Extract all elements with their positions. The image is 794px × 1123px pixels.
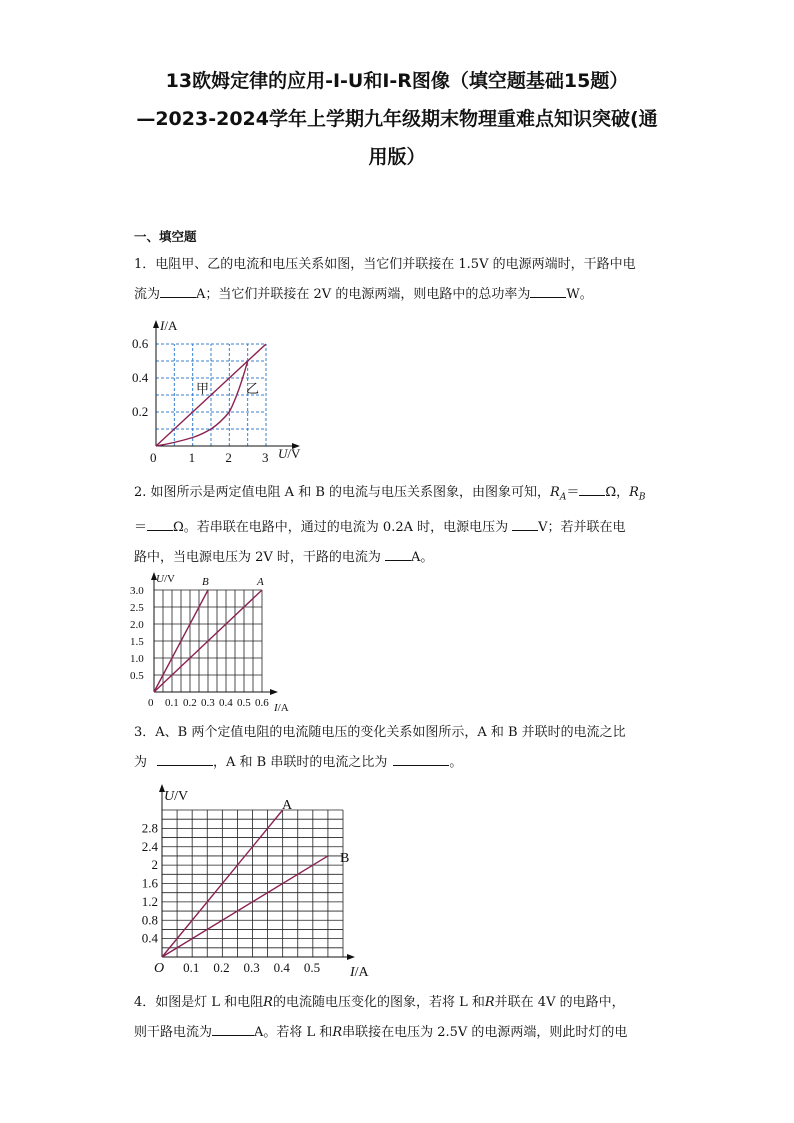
chart-1-y-axis-label [159,318,178,333]
chart-2-x-axis-label [273,702,289,712]
q2-line-2 [134,513,662,543]
ra-symbol: R [550,485,560,500]
q2-text: A。 [410,549,434,565]
q2-text: 2. 如图所示是两定值电阻 A 和 B 的电流与电压关系图象，由图象可知， [134,485,551,500]
y-symbol: I [160,318,165,333]
ra-subscript: A [559,492,567,503]
y-unit: /A [164,318,178,333]
x-tick-label: 0.5 [303,960,321,975]
q1-text: 流为 [134,287,161,302]
x-tick-label: 0.3 [201,697,215,709]
x-tick-label: 0.1 [183,960,200,975]
q1-blank-1[interactable] [160,283,196,298]
chart-2-ui-graph [126,572,306,712]
q4-text: 并联在 4V 的电路中， [494,995,625,1010]
q2-blank-current[interactable] [385,546,411,561]
chart-3-y-axis-label [164,789,188,804]
question-3 [134,718,662,778]
y-symbol: U [156,573,164,585]
q1-text: W。 [566,287,593,302]
q4-line-2 [134,1018,662,1048]
title-line-2: —2023-2024学年上学期九年级期末物理重难点知识突破(通 [136,108,658,130]
q4-text: 串联接在电压为 2.5V 的电源两端，则此时灯的电 [342,1025,628,1040]
x-tick-label: 0.2 [213,960,230,975]
q2-blank-voltage[interactable] [512,516,538,531]
x-tick-label: 0.6 [255,697,269,709]
chart-1-series-label-jia: 甲 [196,381,210,396]
chart-1-x-axis-label [278,446,301,461]
chart-3-line-label-b: B [340,851,350,866]
x-unit: /A [354,965,369,980]
question-2 [134,478,662,573]
document-title [60,62,734,176]
r-symbol: R [332,1025,343,1040]
y-tick-label: 0.4 [141,930,158,946]
y-tick-label: 0.6 [132,336,149,351]
chart-2-y-axis-label [156,573,175,585]
chart-1-series-label-yi: 乙 [246,381,260,396]
y-unit: /V [174,789,189,804]
q2-text: V；若并联在电 [538,519,626,535]
x-symbol: I [350,965,355,980]
chart-2-line-label-b: B [202,576,209,588]
chart-1-iu-graph [128,312,318,472]
chart-3-line-label-a: A [282,798,293,813]
chart-2-line-label-a: A [257,576,264,588]
x-unit: /V [287,446,301,461]
y-tick-label: 3.0 [130,585,144,597]
y-tick-label: 2.5 [130,602,144,614]
question-4 [134,988,662,1048]
q2-line-3 [134,543,662,573]
chart-3-x-axis-label [349,965,370,980]
r-symbol: R [484,995,495,1010]
x-axis-arrow-icon [347,954,355,960]
section-heading: 一、填空题 [134,229,197,244]
y-tick-label: 0.2 [132,404,149,419]
q4-line-1 [134,988,662,1018]
y-tick-label: 2 [151,857,158,873]
series-b-line [162,856,328,957]
y-tick-label: 0.4 [132,370,149,385]
x-tick-label: 0.1 [165,697,179,709]
y-tick-label: 1.2 [141,893,158,909]
q4-blank-1[interactable] [212,1021,254,1036]
chart-3-origin-label: O [154,961,165,976]
q4-text: 则干路电流为 [134,1025,213,1040]
y-axis-arrow-icon [153,320,159,328]
x-symbol: I [274,702,278,712]
q3-line-2 [134,748,662,778]
rb-subscript: B [638,492,646,503]
q3-blank-parallel[interactable] [157,751,213,766]
chart-3-ui-graph [128,782,378,982]
x-tick-label: 0.4 [219,697,233,709]
q1-line-2 [134,280,662,310]
q2-text: ＝ [134,519,148,535]
chart-3-axes [159,784,355,960]
title-line-1: 13欧姆定律的应用-I-U和I-R图像（填空题基础15题） [165,70,629,92]
y-tick-label: 1.5 [130,636,144,648]
chart-1-axes [153,320,300,449]
q3-line-1: 3．A、B 两个定值电阻的电流随电压的变化关系如图所示，A 和 B 并联时的电流之比 [134,725,626,740]
q3-text: 为 [134,755,148,770]
q1-line-1: 1．电阻甲、乙的电流和电压关系如图，当它们并联接在 1.5V 的电源两端时，干路中电 [134,257,636,272]
x-tick-label: 0.5 [237,697,251,709]
q4-text: A。若将 L 和 [254,1025,333,1040]
y-unit: /V [163,573,175,585]
y-tick-label: 1.0 [130,653,144,665]
x-tick-label: 0 [148,697,154,709]
q2-text: Ω。若串联在电路中，通过的电流为 0.2A 时，电源电压为 [173,519,509,535]
q4-text: 的电流随电压变化的图象，若将 L 和 [272,995,485,1010]
x-unit: /A [277,702,289,712]
x-tick-label: 3 [262,450,269,465]
q3-blank-series[interactable] [393,751,449,766]
q1-text: A；当它们并联接在 2V 的电源两端，则电路中的总功率为 [196,287,531,302]
q3-text: 。 [449,755,463,770]
x-tick-label: 1 [188,450,196,465]
q2-blank-ra[interactable] [579,481,605,496]
q4-text: 4．如图是灯 L 和电阻 [134,995,264,1010]
r-symbol: R [263,995,273,1010]
q2-text: ＝ [566,485,580,500]
x-tick-label: 0.2 [183,697,197,709]
y-tick-label: 2.8 [141,820,158,836]
chart-1-origin-label: 0 [150,450,157,465]
y-tick-label: 0.5 [130,670,144,682]
y-tick-label: 0.8 [141,912,158,928]
y-tick-label: 2.4 [141,838,158,854]
q2-line-1 [134,478,662,513]
question-1 [134,250,662,310]
x-tick-label: 0.4 [273,960,290,975]
title-line-3: 用版） [368,146,426,168]
y-tick-label: 2.0 [130,619,144,631]
q2-blank-rb[interactable] [147,516,173,531]
y-symbol: U [164,789,175,804]
x-axis-arrow-icon [270,689,278,695]
q2-text: Ω， [605,485,630,500]
q2-text: 路中，当电源电压为 2V 时，干路的电流为 [134,549,381,565]
q3-text: ，A 和 B 串联时的电流之比为 [213,755,388,770]
y-tick-label: 1.6 [141,875,158,891]
x-tick-label: 2 [225,450,232,465]
x-tick-label: 0.3 [243,960,260,975]
rb-symbol: R [629,485,639,500]
q1-blank-2[interactable] [530,283,566,298]
chart-3-tick-labels [142,820,320,975]
chart-3-grid [162,810,343,957]
x-symbol: U [278,446,288,461]
